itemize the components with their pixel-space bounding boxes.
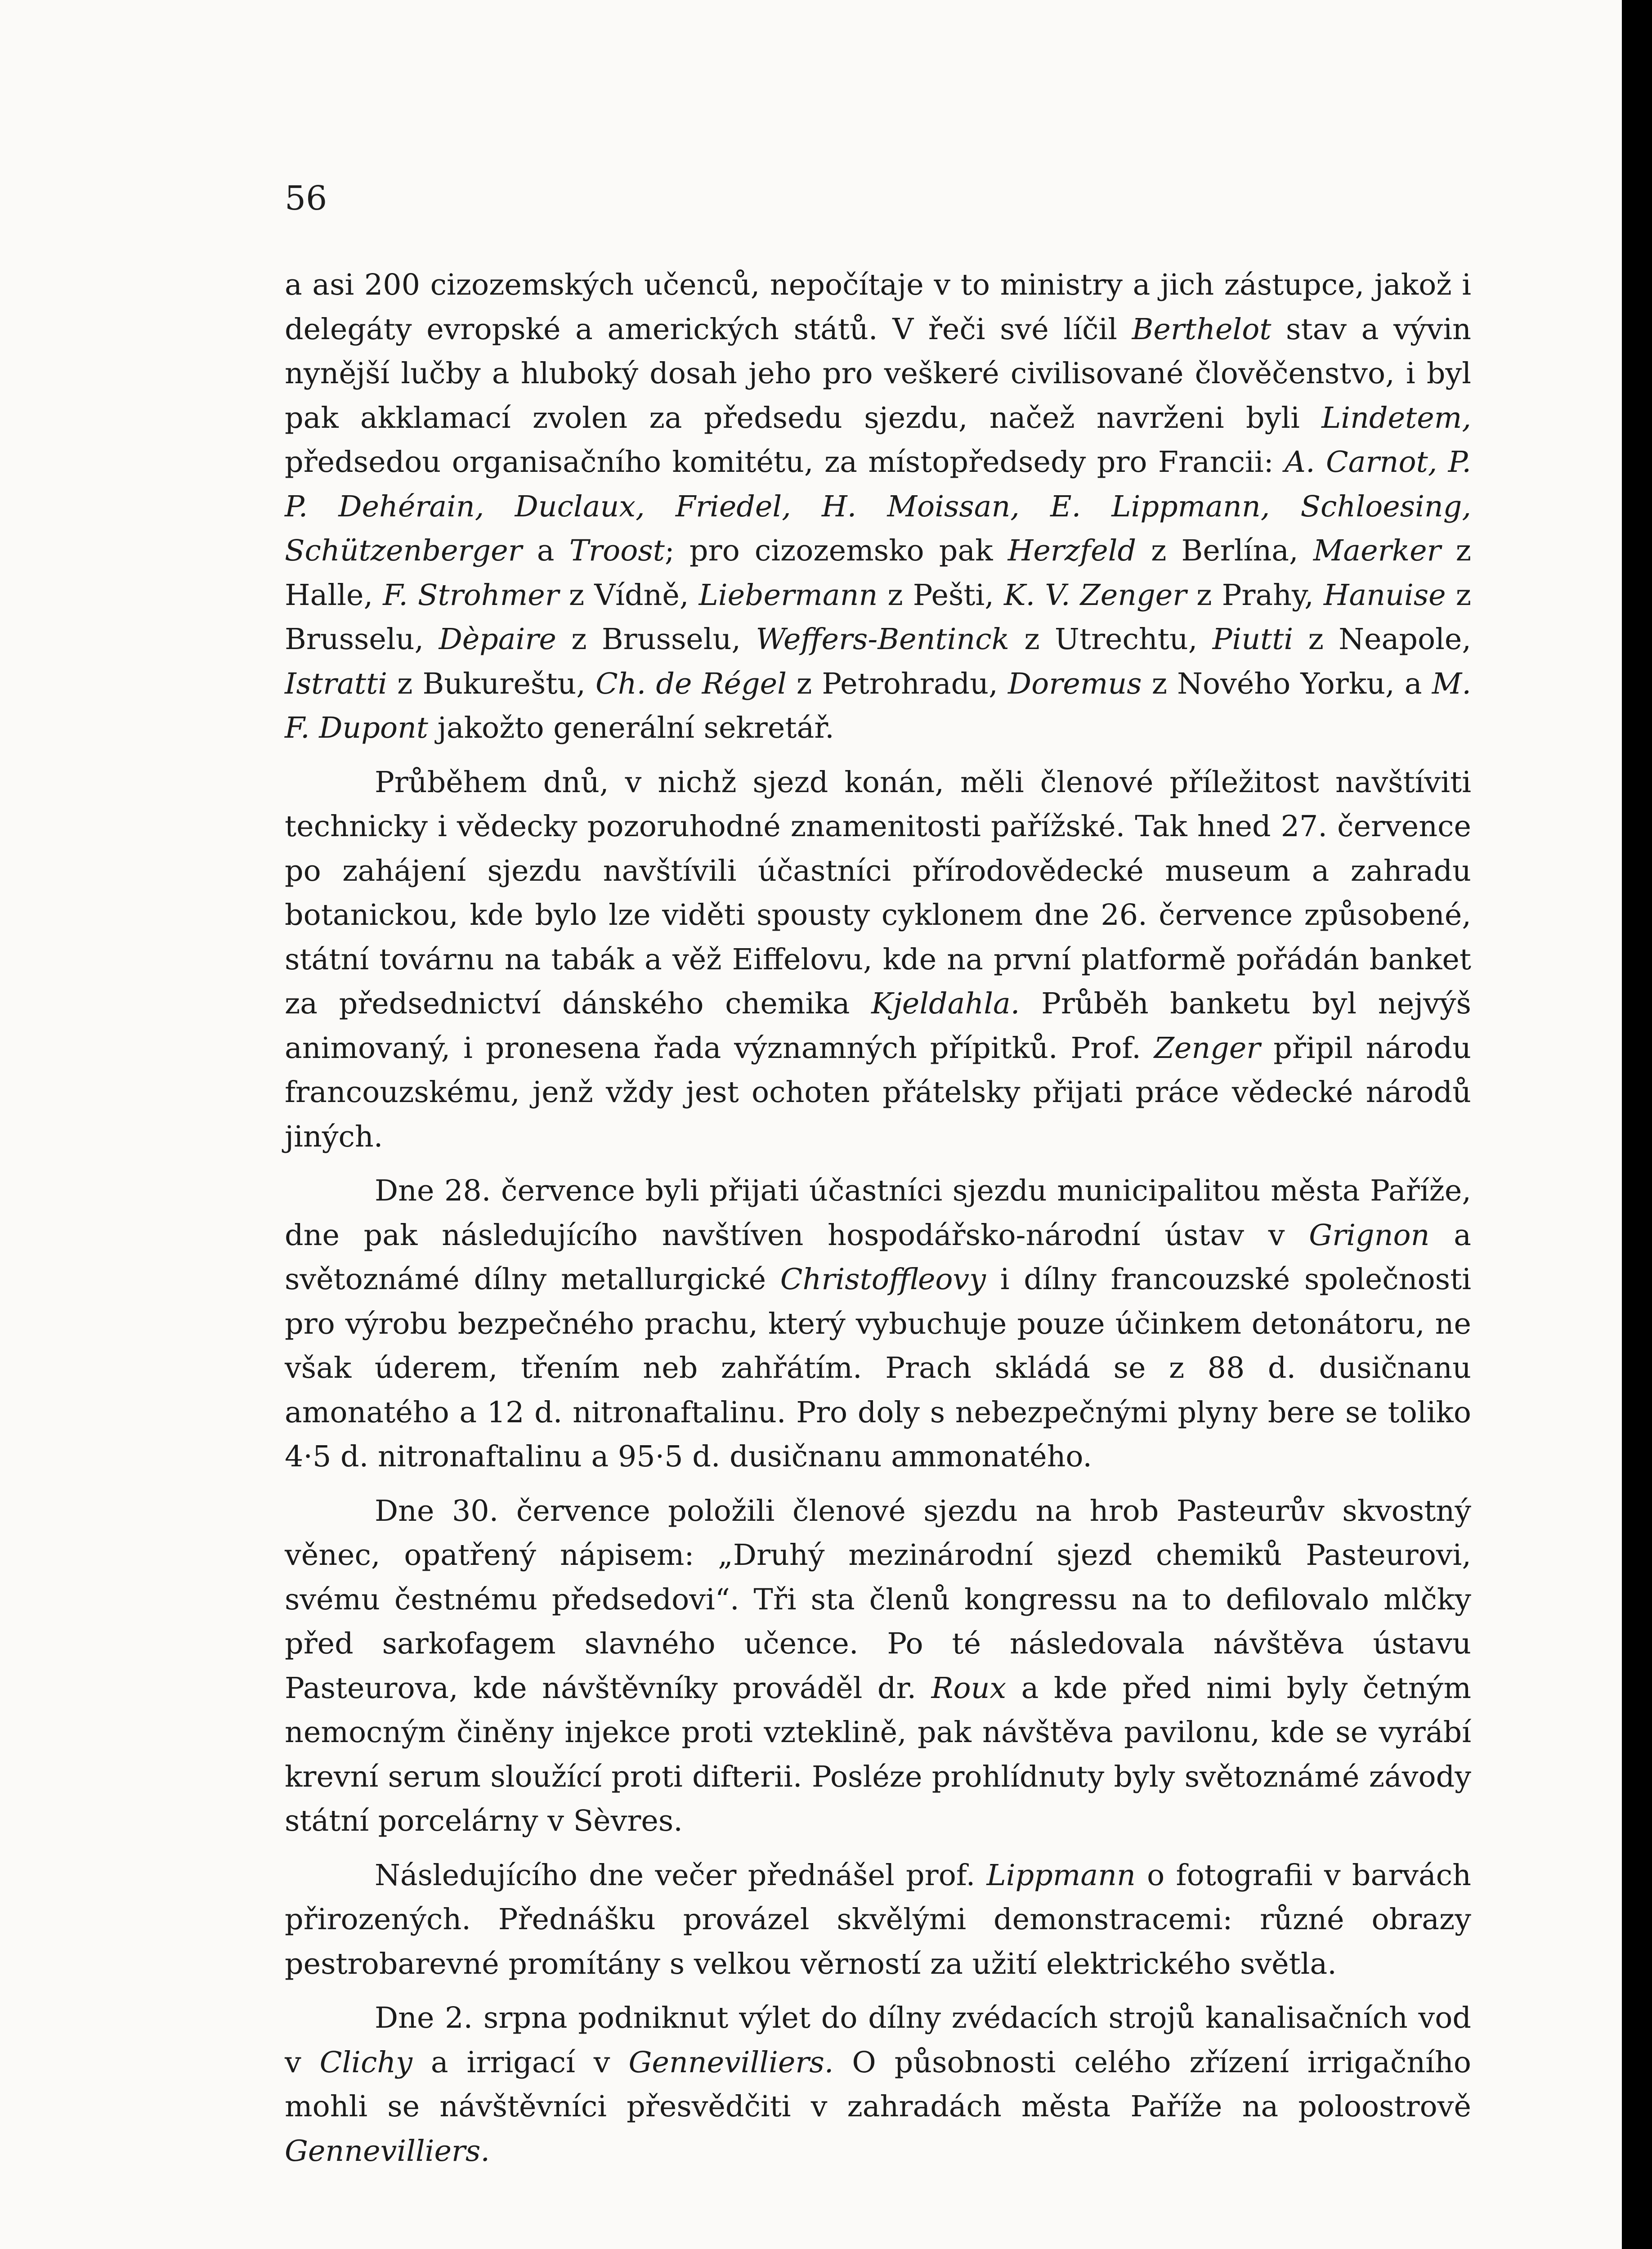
italic-name: Lindetem, — [1321, 401, 1471, 435]
text-run: jakožto generální sekretář. — [428, 711, 834, 745]
text-run: z Nového Yorku, a — [1142, 667, 1432, 701]
italic-name: F. Strohmer — [383, 578, 559, 612]
text-run: o fotografii v barvách přirozených. Přednášku provázel skvělými demonstracemi: různé obrazy pestrobarevné promítány s velkou věrností za užití elektrického světla. — [285, 1858, 1472, 1981]
text-run: Dne 30. července položili členové sjezdu na hrob Pasteurův skvostný věnec, opatřený nápisem: „Druhý mezinárodní sjezd chemiků Pasteurovi, svému čestnému předsedovi“. Tři sta členů kongressu na to defilovalo mlčky před sarkofagem slavného učence. Po té následovala návštěva ústavu Pasteurova, kde návštěvníky prováděl dr. — [285, 1494, 1471, 1705]
text-run: z Pešti, — [877, 578, 1004, 612]
italic-name: Weffers-Bentinck — [756, 623, 1010, 656]
italic-name: Christoffleovy — [780, 1263, 986, 1296]
italic-name: Roux — [931, 1671, 1007, 1705]
italic-name: Ch. de Régel — [595, 667, 787, 701]
italic-name: Istratti — [285, 667, 388, 701]
text-run: stav a vývin nynější lučby a hluboký dosah jeho pro veškeré civilisované člověčenstvo, i byl pak akklamací zvolen za předsedu sjezdu, načež navrženi byli — [285, 312, 1471, 435]
italic-name: Kjeldahla. — [871, 987, 1020, 1021]
paragraph-3 — [285, 1169, 1471, 1479]
text-run: a irrigací v — [412, 2045, 629, 2079]
text-run: Následujícího dne večer přednášel prof. — [375, 1858, 987, 1892]
text-run: připil národu francouzskému, jenž vždy jest ochoten přátelsky přijati práce vědecké národů jiných. — [285, 1031, 1471, 1154]
paragraph-6 — [285, 1996, 1471, 2173]
italic-name: A. Carnot, P. P. Dehérain, Duclaux, Friedel, H. Moissan, E. Lippmann, Schloesing, Schützenberger — [285, 445, 1471, 568]
text-run: z Prahy, — [1186, 578, 1324, 612]
scan-border — [1622, 0, 1652, 2249]
text-run: a kde před nimi byly četným nemocným činěny injekce proti vzteklině, pak návštěva pavilonu, kde se vyrábí krevní serum sloužící proti difterii. Posléze prohlídnuty byly světoznámé závody státní porcelárny v Sèvres. — [285, 1671, 1471, 1838]
paragraph-4 — [285, 1489, 1471, 1844]
text-run: a světoznámé dílny metallurgické — [285, 1218, 1471, 1296]
text-run: z Brusselu, — [556, 623, 756, 656]
italic-name: Berthelot — [1132, 312, 1271, 346]
italic-name: Herzfeld — [1007, 534, 1137, 568]
text-run: z Petrohradu, — [786, 667, 1008, 701]
text-run: z Bukureštu, — [387, 667, 596, 701]
text-run: Dne 28. července byli přijati účastníci sjezdu municipalitou města Paříže, dne pak následujícího navštíven hospodářsko-národní ústav v — [285, 1174, 1471, 1252]
italic-name: Lippmann — [986, 1858, 1136, 1892]
text-run: z Halle, — [285, 534, 1472, 612]
text-run: z Neapole, — [1293, 623, 1471, 656]
italic-name: K. V. Zenger — [1003, 578, 1187, 612]
text-run: z Brusselu, — [285, 578, 1471, 656]
text-run: z Vídně, — [559, 578, 699, 612]
text-run: a — [522, 534, 569, 568]
text-run: z Berlína, — [1136, 534, 1313, 568]
italic-name: Maerker — [1313, 534, 1441, 568]
text-run: Dne 2. srpna podniknut výlet do dílny zvédacích strojů kanalisačních vod v — [285, 2001, 1471, 2079]
text-run: ; pro cizozemsko pak — [664, 534, 1008, 568]
italic-name: Hanuise — [1323, 578, 1446, 612]
italic-name: Liebermann — [698, 578, 878, 612]
text-run: Průběhem dnů, v nichž sjezd konán, měli členové příležitost navštíviti technicky i vědecky pozoruhodné znamenitosti pařížské. Tak hned 27. července po zahájení sjezdu navštívili účastníci přírodovědecké museum a zahradu botanickou, kde bylo lze viděti spousty cyklonem dne 26. července způsobené, státní továrnu na tabák a věž Eiffelovu, kde na první platformě pořádán banket za předsednictví dánského chemika — [285, 765, 1471, 1021]
paragraph-2 — [285, 761, 1471, 1160]
italic-name: Gennevilliers. — [628, 2045, 834, 2079]
italic-name: Clichy — [319, 2045, 412, 2079]
text-run: předsedou organisačního komitétu, za místopředsedy pro Francii: — [285, 445, 1285, 479]
italic-name: Gennevilliers. — [285, 2134, 490, 2168]
paragraph-1 — [285, 263, 1471, 751]
italic-name: Dèpaire — [439, 623, 556, 656]
italic-name: Piutti — [1212, 623, 1294, 656]
paragraph-5 — [285, 1854, 1471, 1987]
body-text — [285, 263, 1471, 2183]
italic-name: M. F. Dupont — [285, 667, 1471, 745]
italic-name: Doremus — [1007, 667, 1142, 701]
page-number: 56 — [285, 179, 327, 218]
text-run: Průběh banketu byl nejvýš animovaný, i pronesena řada významných přípitků. Prof. — [285, 987, 1471, 1065]
italic-name: Grignon — [1309, 1218, 1430, 1252]
text-run: z Utrechtu, — [1009, 623, 1213, 656]
italic-name: Zenger — [1154, 1031, 1261, 1065]
text-run: O působnosti celého zřízení irrigačního mohli se návštěvníci přesvědčiti v zahradách města Paříže na poloostrově — [285, 2045, 1471, 2124]
text-run: a asi 200 cizozemských učenců, nepočítaje v to ministry a jich zástupce, jakož i delegáty evropské a amerických států. V řeči své líčil — [285, 268, 1471, 346]
italic-name: Troost — [569, 534, 665, 568]
text-run: i dílny francouzské společnosti pro výrobu bezpečného prachu, který vybuchuje pouze účinkem detonátoru, ne však úderem, třením neb zahřátím. Prach skládá se z 88 d. dusičnanu amonatého a 12 d. nitronaftalinu. Pro doly s nebezpečnými plyny bere se toliko 4·5 d. nitronaftalinu a 95·5 d. dusičnanu ammonatého. — [285, 1263, 1471, 1474]
